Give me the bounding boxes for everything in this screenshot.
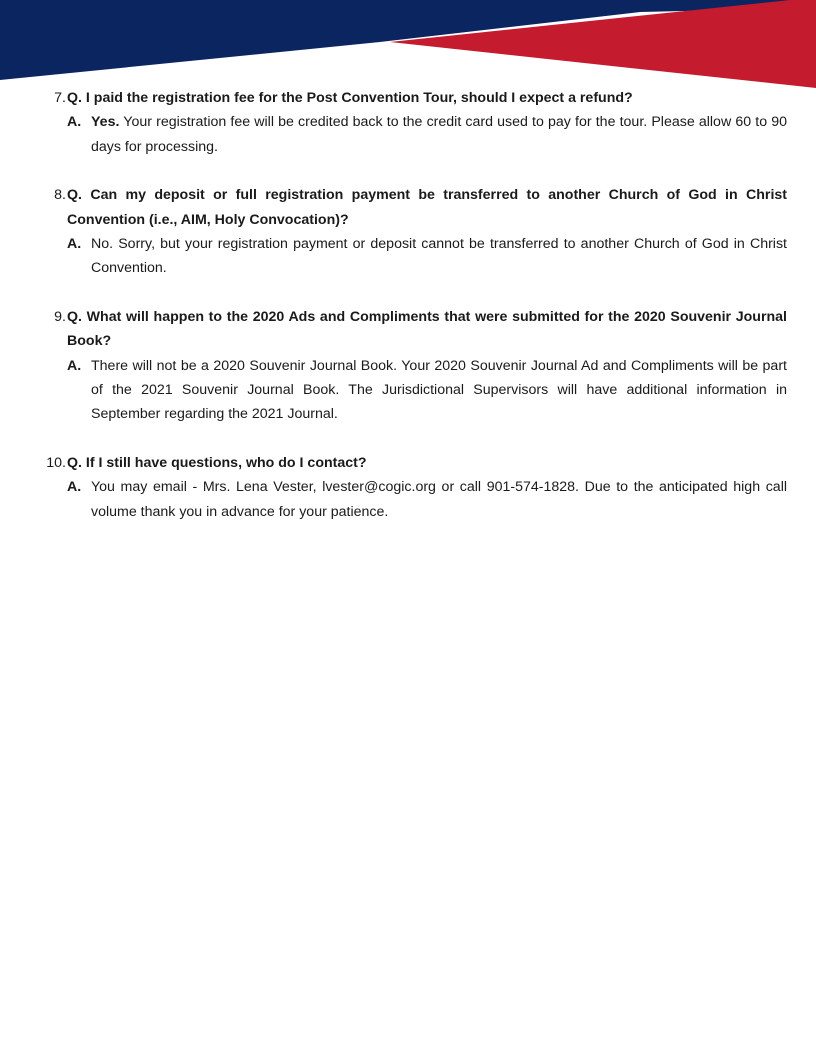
faq-item-7 — [40, 86, 787, 159]
faq-answer — [67, 354, 787, 427]
faq-question: Q. If I still have questions, who do I contact? — [67, 454, 367, 471]
answer-marker: A. — [67, 114, 82, 131]
answer-text: No. Sorry, but your registration payment or deposit cannot be transferred to another Church of God in Christ Convention. — [91, 236, 787, 277]
answer-marker: A. — [67, 236, 82, 253]
header-banner — [0, 0, 816, 92]
faq-item-number: 9. — [54, 308, 66, 325]
faq-question: Q. I paid the registration fee for the Post Convention Tour, should I expect a refund? — [67, 90, 633, 106]
faq-question: Q. Can my deposit or full registration payment be transferred to another Church of God in Christ Convention (i.e., AIM, Holy Convocation)? — [67, 187, 787, 228]
answer-marker: A. — [67, 357, 82, 374]
faq-answer — [67, 232, 787, 281]
answer-marker: A. — [67, 479, 82, 496]
faq-item-10 — [40, 451, 787, 524]
faq-list — [40, 86, 787, 548]
answer-text: Your registration fee will be credited back to the credit card used to pay for the tour. Please allow 60 to 90 days for processing. — [91, 114, 787, 155]
answer-text: You may email - Mrs. Lena Vester, lvester@cogic.org or call 901-574-1828. Due to the anticipated high call volume thank you in advance for your patience. — [91, 479, 787, 520]
answer-lead: Yes. — [91, 114, 120, 131]
faq-answer — [67, 110, 787, 159]
faq-item-9 — [40, 305, 787, 427]
faq-item-number: 8. — [54, 187, 66, 204]
faq-answer — [67, 475, 787, 524]
faq-question: Q. What will happen to the 2020 Ads and Compliments that were submitted for the 2020 Souvenir Journal Book? — [67, 308, 787, 350]
faq-item-number: 10. — [46, 454, 66, 471]
answer-text: There will not be a 2020 Souvenir Journal Book. Your 2020 Souvenir Journal Ad and Compliments will be part of the 2021 Souvenir Journal Book. The Jurisdictional Supervisors will have additional information in September regarding the 2021 Journal. — [91, 357, 787, 423]
faq-item-number: 7. — [54, 90, 66, 106]
faq-item-8 — [40, 183, 787, 281]
